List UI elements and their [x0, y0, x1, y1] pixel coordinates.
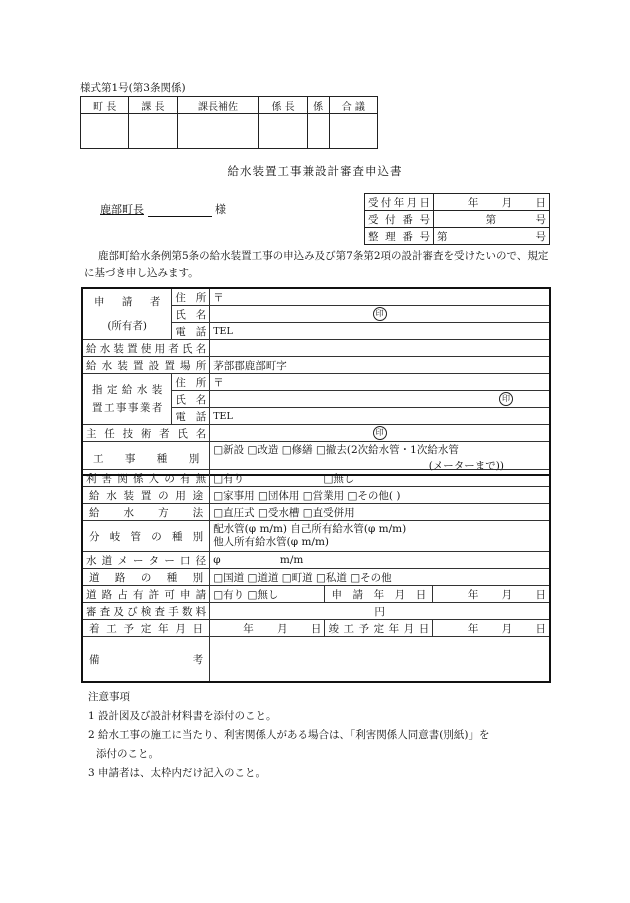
- engineer-field[interactable]: [210, 425, 550, 442]
- notes-heading: 注意事項: [88, 691, 130, 703]
- engineer-label: 主任技術者氏名: [82, 425, 210, 442]
- usage-label: 給水装置の用途: [82, 487, 210, 504]
- approval-header-consult: 合 議: [329, 97, 377, 114]
- stakeholder-label: 利害関係人の有無: [82, 470, 210, 487]
- start-date-label: 着工予定年月日: [82, 620, 210, 637]
- applicant-tel-label: 電話: [172, 323, 210, 340]
- contractor-tel-label: 電話: [172, 408, 210, 425]
- road-permit-date-field[interactable]: 年 月 日: [433, 586, 550, 603]
- contractor-label-line1: 指定給水装: [92, 384, 163, 396]
- addressee-underline: [148, 203, 212, 217]
- contractor-name-field[interactable]: [210, 391, 550, 408]
- approval-stamp-cell: [129, 114, 177, 149]
- road-permit-field[interactable]: □有り □無し: [210, 586, 325, 603]
- road-label: 道路の種別: [82, 569, 210, 586]
- branch-label: 分岐管の種別: [82, 521, 210, 552]
- applicant-tel-field[interactable]: TEL: [210, 323, 550, 340]
- method-label: 給水方法: [82, 504, 210, 521]
- fee-field[interactable]: 円: [210, 603, 550, 620]
- start-date-field[interactable]: 年 月 日: [210, 620, 325, 637]
- addressee-name: 鹿部町長: [100, 203, 144, 216]
- notes-section: [88, 688, 558, 783]
- approval-header-subsection-chief: 係 長: [259, 97, 307, 114]
- approval-header-section-chief: 課 長: [129, 97, 177, 114]
- end-date-label: 竣工予定年月日: [325, 620, 433, 637]
- contractor-name-label: 氏 名: [172, 391, 210, 408]
- branch-line2[interactable]: 他人所有給水管(φ m/m): [213, 536, 330, 548]
- stakeholder-field[interactable]: [210, 470, 550, 487]
- reference-number-value[interactable]: [434, 228, 550, 245]
- user-name-field[interactable]: [210, 340, 550, 357]
- reception-table: [364, 193, 550, 245]
- applicant-address-field[interactable]: 〒: [210, 288, 550, 306]
- usage-field[interactable]: □家事用 □団体用 □営業用 □その他( ): [210, 487, 550, 504]
- reception-date-label: 受付年月日: [365, 194, 434, 211]
- applicant-label: [82, 288, 172, 340]
- work-type-label: 工事種別: [82, 442, 210, 476]
- end-date-field[interactable]: 年 月 日: [433, 620, 550, 637]
- reception-date-value[interactable]: 年 月 日: [434, 194, 550, 211]
- applicant-name-label: 氏 名: [172, 306, 210, 323]
- reception-number-value[interactable]: 第 号: [434, 211, 550, 228]
- note-item-2-cont: 添付のこと。: [96, 748, 159, 760]
- approval-header-staff: 係: [307, 97, 329, 114]
- note-item-3: 3 申請者は、太枠内だけ記入のこと。: [88, 767, 267, 779]
- contractor-address-label: 住 所: [172, 374, 210, 391]
- note-item-2: 2 給水工事の施工に当たり、利害関係人がある場合は、「利害関係人同意書(別紙)」を: [88, 729, 490, 741]
- applicant-label-main: 申請者: [94, 296, 161, 308]
- application-table: [81, 287, 551, 476]
- approval-stamp-cell: [81, 114, 129, 149]
- reference-number-suffix: 号: [535, 230, 546, 243]
- application-table-lower: [81, 469, 551, 683]
- approval-stamp-cell: [329, 114, 377, 149]
- contractor-address-field[interactable]: 〒: [210, 374, 550, 391]
- reception-number-label: 受 付 番 号: [365, 211, 434, 228]
- document-title: 給水装置工事兼設計審査申込書: [227, 164, 403, 178]
- road-field[interactable]: □国道 □道道 □町道 □私道 □その他: [210, 569, 550, 586]
- approval-header-deputy: 課長補佐: [177, 97, 259, 114]
- approval-stamp-table: [80, 96, 378, 149]
- reference-number-label: 整 理 番 号: [365, 228, 434, 245]
- applicant-label-sub: (所有者): [107, 320, 148, 332]
- form-number: 様式第1号(第3条関係): [80, 82, 186, 94]
- seal-icon: 印: [373, 307, 387, 321]
- applicant-name-field[interactable]: [210, 306, 550, 323]
- location-label: 給水装置設置場所: [82, 357, 210, 374]
- meter-field[interactable]: φ m/m: [210, 552, 550, 569]
- applicant-address-label: 住 所: [172, 288, 210, 306]
- approval-stamp-cell: [307, 114, 329, 149]
- intro-text: 鹿部町給水条例第5条の給水装置工事の申込み及び第7条第2項の設計審査を受けたいので、規定に基づき申し込みます。: [84, 250, 549, 279]
- reference-number-prefix: 第: [437, 230, 448, 243]
- meter-label: 水道メーター口径: [82, 552, 210, 569]
- method-field[interactable]: □直圧式 □受水槽 □直受併用: [210, 504, 550, 521]
- remarks-field[interactable]: [210, 637, 550, 683]
- remarks-label: 備考: [82, 637, 210, 683]
- stakeholder-no-checkbox[interactable]: □無し: [323, 472, 355, 485]
- road-permit-label: 道路占有許可申請: [82, 586, 210, 603]
- location-field[interactable]: 茅部郡鹿部町字: [210, 357, 550, 374]
- road-permit-date-label: 申請年月日: [325, 586, 433, 603]
- branch-line1[interactable]: 配水管(φ m/m) 自己所有給水管(φ m/m): [213, 523, 407, 535]
- branch-field[interactable]: [210, 521, 550, 552]
- contractor-tel-field[interactable]: TEL: [210, 408, 550, 425]
- stakeholder-yes-checkbox[interactable]: □有り: [213, 472, 245, 485]
- approval-stamp-cell: [177, 114, 259, 149]
- approval-stamp-cell: [259, 114, 307, 149]
- work-type-options-cont: (メーターまで)): [428, 460, 504, 472]
- seal-icon: 印: [499, 392, 513, 406]
- contractor-label-line2: 置工事事業者: [92, 402, 163, 414]
- approval-header-mayor: 町 長: [81, 97, 129, 114]
- addressee-honorific: 様: [215, 203, 226, 216]
- work-type-options[interactable]: □新設 □改造 □修繕 □撤去(2次給水管・1次給水管: [213, 444, 459, 456]
- user-name-label: 給水装置使用者氏名: [82, 340, 210, 357]
- contractor-label: [82, 374, 172, 425]
- note-item-1: 1 設計図及び設計材料書を添付のこと。: [88, 710, 277, 722]
- fee-label: 審査及び検査手数料: [82, 603, 210, 620]
- seal-icon: 印: [373, 426, 387, 440]
- addressee: [100, 201, 226, 217]
